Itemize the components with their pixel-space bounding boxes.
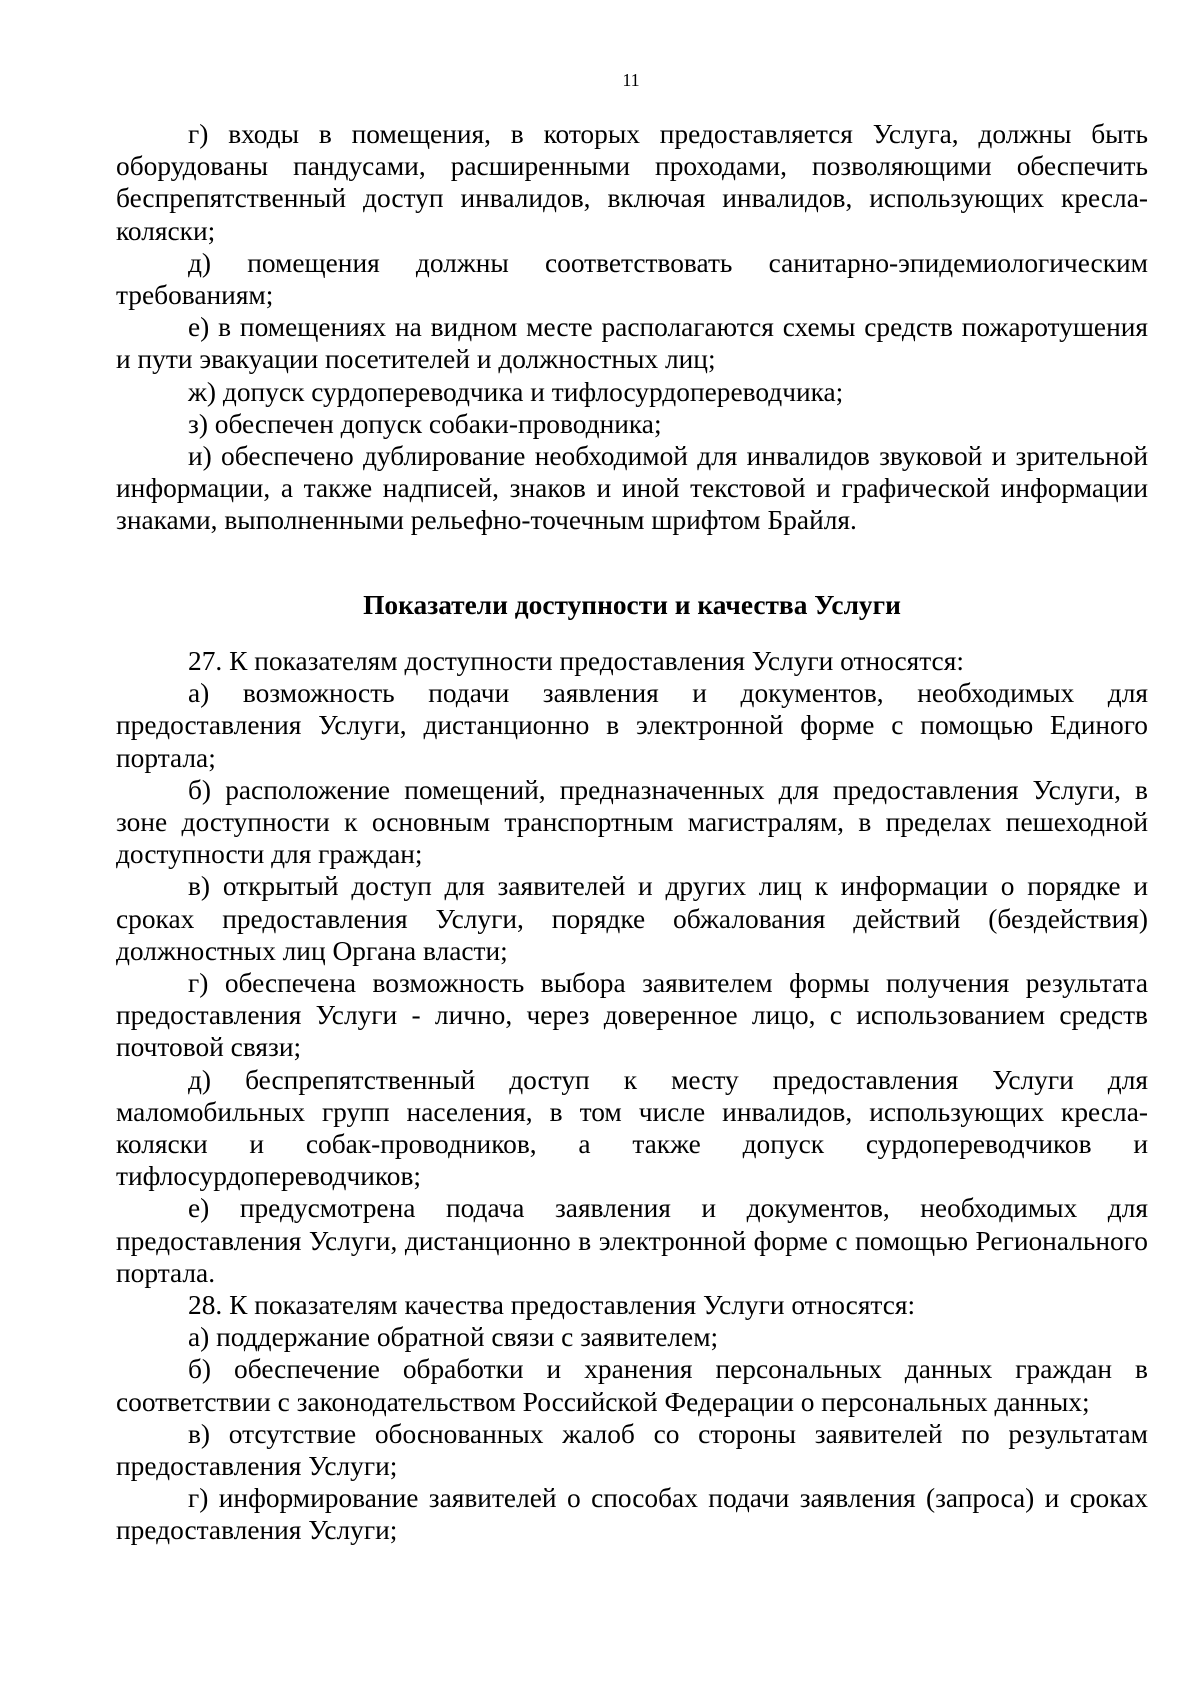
paragraph: г) обеспечена возможность выбора заявителем формы получения результата предоставления Услуги - лично, через доверенное лицо, с использованием средств почтовой связи; [116,968,1148,1063]
paragraph: б) обеспечение обработки и хранения персональных данных граждан в соответствии с законодательством Российской Федерации о персональных данных; [116,1354,1148,1417]
paragraph: б) расположение помещений, предназначенных для предоставления Услуги, в зоне доступности к основным транспортным магистралям, в пределах пешеходной доступности для граждан; [116,774,1148,870]
paragraph: з) обеспечен допуск собаки-проводника; [188,408,662,439]
paragraph: 28. К показателям качества предоставления Услуги относятся: [188,1290,916,1321]
accessibility-requirements-list [116,118,1148,537]
paragraph: а) поддержание обратной связи с заявителем; [188,1322,719,1353]
paragraph: в) открытый доступ для заявителей и других лиц к информации о порядке и сроках предоставления Услуги, порядке обжалования действий (бездействия) должностных лиц Органа власти; [116,871,1148,966]
section-heading: Показатели доступности и качества Услуги [363,590,901,620]
paragraph: а) возможность подачи заявления и документов, необходимых для предоставления Услуги, дистанционно в электронной форме с помощью Единого портала; [116,678,1148,773]
paragraph: г) информирование заявителей о способах подачи заявления (запроса) и сроках предоставления Услуги; [116,1483,1148,1546]
paragraph: е) предусмотрена подача заявления и документов, необходимых для предоставления Услуги, дистанционно в электронной форме с помощью Регионального портала. [116,1193,1148,1288]
paragraph: г) входы в помещения, в которых предоставляется Услуга, должны быть оборудованы пандусами, расширенными проходами, позволяющими обеспечить беспрепятственный доступ инвалидов, включая инвалидов, использующих кресла-коляски; [116,119,1148,246]
page-number: 11 [622,70,640,90]
paragraph: е) в помещениях на видном месте располагаются схемы средств пожаротушения и пути эвакуации посетителей и должностных лиц; [116,312,1148,375]
paragraph: 27. К показателям доступности предоставления Услуги относятся: [188,646,964,676]
quality-indicators-list [116,645,1148,1547]
paragraph: д) помещения должны соответствовать санитарно-эпидемиологическим требованиям; [116,247,1148,311]
paragraph: д) беспрепятственный доступ к месту предоставления Услуги для маломобильных групп населения, в том числе инвалидов, использующих кресла-коляски и собак-проводников, а также допуск сурдопереводчиков и тифлосурдопереводчиков; [116,1064,1148,1192]
paragraph: и) обеспечено дублирование необходимой для инвалидов звуковой и зрительной информации, а также надписей, знаков и иной текстовой и графической информации знаками, выполненными рельефно-точечным шрифтом Брайля. [116,441,1148,536]
paragraph: ж) допуск сурдопереводчика и тифлосурдопереводчика; [188,376,844,407]
paragraph: в) отсутствие обоснованных жалоб со стороны заявителей по результатам предоставления Услуги; [116,1418,1148,1482]
